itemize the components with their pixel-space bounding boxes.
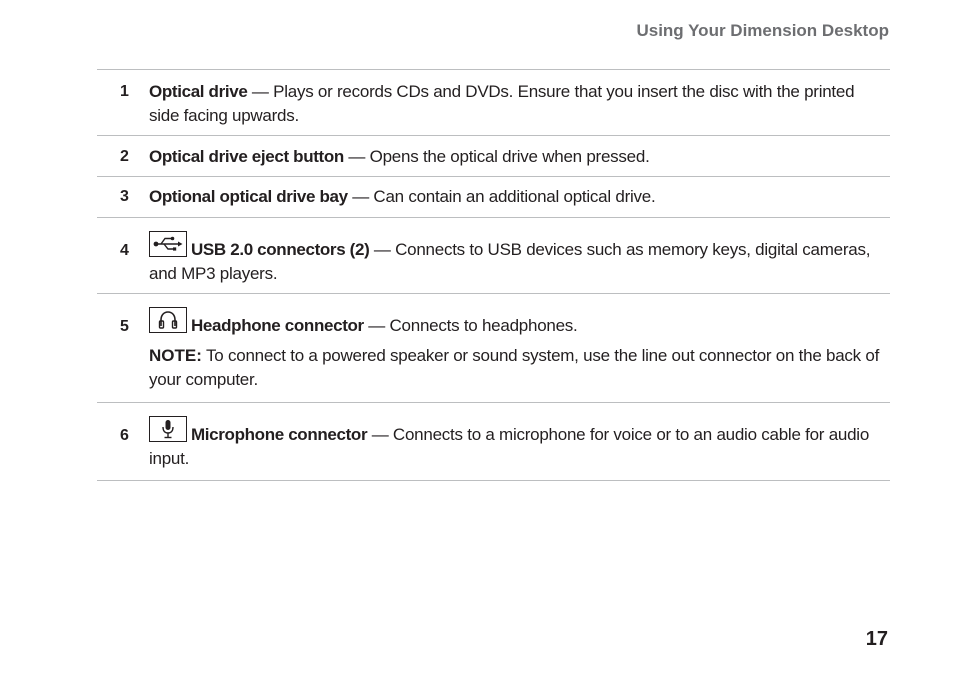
item-description: — Opens the optical drive when pressed. <box>343 147 650 166</box>
page-number: 17 <box>865 628 888 650</box>
item-term: Optical drive eject button <box>149 147 344 166</box>
headphone-icon <box>149 307 187 333</box>
item-description: — Plays or records CDs and DVDs. Ensure that you insert the disc with the printed side facing upwards. <box>149 82 855 125</box>
item-term: Headphone connector <box>191 316 364 335</box>
item-number: 1 <box>120 83 129 100</box>
item-description: — Connects to headphones. <box>363 316 578 335</box>
list-item <box>97 177 890 218</box>
item-number: 3 <box>120 188 129 205</box>
list-item <box>97 218 890 294</box>
item-term: Optical drive <box>149 82 248 101</box>
item-body <box>149 231 884 286</box>
item-description: — Connects to USB devices such as memory keys, digital cameras, and MP3 players. <box>149 240 871 283</box>
list-item <box>97 294 890 403</box>
list-item <box>97 136 890 177</box>
item-description: — Can contain an additional optical drive. <box>347 187 656 206</box>
item-body <box>149 307 884 392</box>
note-text: To connect to a powered speaker or sound system, use the line out connector on the back of your computer. <box>149 346 880 389</box>
item-body <box>149 185 884 209</box>
item-number: 5 <box>120 318 129 335</box>
item-number: 4 <box>120 242 129 259</box>
note-label: NOTE: <box>149 346 202 365</box>
item-number: 2 <box>120 148 129 165</box>
item-term: Optional optical drive bay <box>149 187 348 206</box>
page-header-title: Using Your Dimension Desktop <box>636 21 889 40</box>
connector-list <box>97 69 890 481</box>
note <box>149 344 884 392</box>
item-term: Microphone connector <box>191 425 368 444</box>
item-body <box>149 145 884 169</box>
item-body <box>149 416 884 471</box>
item-term: USB 2.0 connectors (2) <box>191 240 370 259</box>
microphone-icon <box>149 416 187 442</box>
item-description: — Connects to a microphone for voice or to an audio cable for audio input. <box>149 425 870 468</box>
list-item <box>97 70 890 136</box>
item-number: 6 <box>120 427 129 444</box>
list-item <box>97 403 890 481</box>
usb-icon <box>149 231 187 257</box>
item-body <box>149 80 884 128</box>
